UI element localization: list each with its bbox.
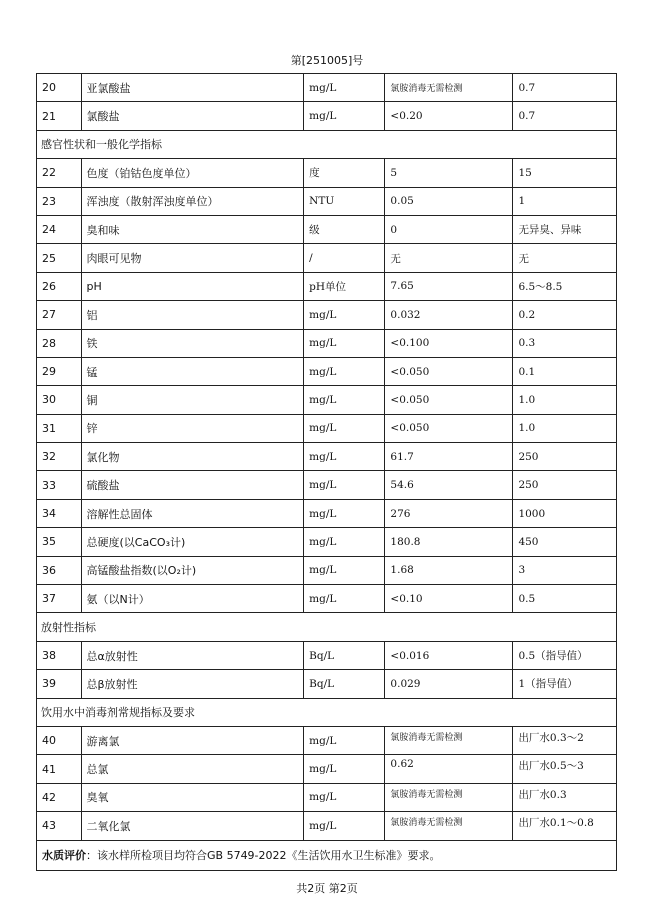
limit-cell: 250 (513, 471, 617, 499)
evaluation-text: ：该水样所检项目均符合GB 5749-2022《生活饮用水卫生标准》要求。 (86, 849, 441, 863)
item-name: 铝 (81, 301, 304, 329)
limit-cell: 无异臭、异味 (513, 215, 617, 243)
row-number: 39 (37, 670, 82, 698)
table-row (37, 528, 617, 556)
result-cell: <0.20 (385, 102, 513, 130)
item-name: 溶解性总固体 (81, 499, 304, 527)
item-name: 铁 (81, 329, 304, 357)
item-name: 亚氯酸盐 (81, 74, 304, 102)
row-number: 24 (37, 215, 82, 243)
item-name: 锰 (81, 357, 304, 385)
item-name: 总α放射性 (81, 641, 304, 669)
table-row (37, 159, 617, 187)
unit-cell: mg/L (304, 386, 385, 414)
item-name: 色度（铂钴色度单位） (81, 159, 304, 187)
unit-cell: NTU (304, 187, 385, 215)
result-cell: 无 (385, 244, 513, 272)
table-row (37, 755, 617, 783)
row-number: 32 (37, 443, 82, 471)
row-number: 23 (37, 187, 82, 215)
result-cell: 7.65 (385, 272, 513, 300)
row-number: 33 (37, 471, 82, 499)
limit-cell: 1 (513, 187, 617, 215)
table-row (37, 301, 617, 329)
table-row (37, 272, 617, 300)
unit-cell: Bq/L (304, 641, 385, 669)
table-section-radio (37, 613, 617, 641)
table-row (37, 556, 617, 584)
evaluation-label: 水质评价 (42, 849, 86, 863)
table-row (37, 471, 617, 499)
unit-cell: mg/L (304, 585, 385, 613)
table-row (37, 102, 617, 130)
unit-cell: mg/L (304, 443, 385, 471)
table-row (37, 414, 617, 442)
row-number: 37 (37, 585, 82, 613)
row-number: 36 (37, 556, 82, 584)
section-title-radio: 放射性指标 (37, 613, 617, 641)
result-cell: 氯胺消毒无需检测 (385, 726, 513, 754)
limit-cell: 1（指导值） (513, 670, 617, 698)
item-name: 臭氧 (81, 783, 304, 811)
unit-cell: mg/L (304, 726, 385, 754)
row-number: 20 (37, 74, 82, 102)
row-number: 35 (37, 528, 82, 556)
table-row (37, 585, 617, 613)
results-table (36, 73, 617, 871)
unit-cell: 级 (304, 215, 385, 243)
limit-cell: 0.5（指导值） (513, 641, 617, 669)
limit-cell: 0.5 (513, 585, 617, 613)
limit-cell: 出厂水0.3 (513, 783, 617, 811)
row-number: 30 (37, 386, 82, 414)
unit-cell: mg/L (304, 812, 385, 840)
result-cell: 0.032 (385, 301, 513, 329)
result-cell: 氯胺消毒无需检测 (385, 74, 513, 102)
item-name: 总氯 (81, 755, 304, 783)
row-number: 43 (37, 812, 82, 840)
row-number: 40 (37, 726, 82, 754)
table-row (37, 641, 617, 669)
unit-cell: mg/L (304, 471, 385, 499)
item-name: pH (81, 272, 304, 300)
table-group-c (37, 641, 617, 698)
unit-cell: mg/L (304, 74, 385, 102)
row-number: 27 (37, 301, 82, 329)
limit-cell: 250 (513, 443, 617, 471)
result-cell: 氯胺消毒无需检测 (385, 812, 513, 840)
section-title-sensory: 感官性状和一般化学指标 (37, 130, 617, 158)
item-name: 氯酸盐 (81, 102, 304, 130)
limit-cell: 15 (513, 159, 617, 187)
item-name: 氯化物 (81, 443, 304, 471)
result-cell: <0.050 (385, 386, 513, 414)
unit-cell: mg/L (304, 528, 385, 556)
row-number: 26 (37, 272, 82, 300)
result-cell: 0.62 (385, 755, 513, 783)
result-cell: 276 (385, 499, 513, 527)
result-cell: <0.100 (385, 329, 513, 357)
item-name: 总硬度(以CaCO₃计) (81, 528, 304, 556)
item-name: 总β放射性 (81, 670, 304, 698)
table-row (37, 386, 617, 414)
limit-cell: 无 (513, 244, 617, 272)
result-cell: 54.6 (385, 471, 513, 499)
table-row (37, 783, 617, 811)
item-name: 高锰酸盐指数(以O₂计) (81, 556, 304, 584)
item-name: 肉眼可见物 (81, 244, 304, 272)
unit-cell: mg/L (304, 357, 385, 385)
row-number: 21 (37, 102, 82, 130)
table-row (37, 812, 617, 840)
result-cell: <0.016 (385, 641, 513, 669)
result-cell: <0.10 (385, 585, 513, 613)
table-row (37, 244, 617, 272)
table-row (37, 443, 617, 471)
result-cell: 0.05 (385, 187, 513, 215)
unit-cell: mg/L (304, 783, 385, 811)
item-name: 硫酸盐 (81, 471, 304, 499)
unit-cell: mg/L (304, 414, 385, 442)
table-group-a (37, 74, 617, 131)
item-name: 浑浊度（散射浑浊度单位） (81, 187, 304, 215)
item-name: 氨（以N计） (81, 585, 304, 613)
item-name: 铜 (81, 386, 304, 414)
row-number: 42 (37, 783, 82, 811)
limit-cell: 1.0 (513, 386, 617, 414)
table-row (37, 357, 617, 385)
table-footer (37, 840, 617, 870)
limit-cell: 1000 (513, 499, 617, 527)
unit-cell: mg/L (304, 301, 385, 329)
unit-cell: Bq/L (304, 670, 385, 698)
table-row (37, 187, 617, 215)
item-name: 二氧化氯 (81, 812, 304, 840)
limit-cell: 1.0 (513, 414, 617, 442)
table-row (37, 329, 617, 357)
unit-cell: mg/L (304, 499, 385, 527)
unit-cell: mg/L (304, 755, 385, 783)
section-title-disinfect: 饮用水中消毒剂常规指标及要求 (37, 698, 617, 726)
result-cell: <0.050 (385, 414, 513, 442)
result-cell: 61.7 (385, 443, 513, 471)
unit-cell: pH单位 (304, 272, 385, 300)
page-count: 共2页 第2页 (296, 882, 358, 895)
table-group-d (37, 726, 617, 840)
unit-cell: 度 (304, 159, 385, 187)
item-name: 锌 (81, 414, 304, 442)
row-number: 31 (37, 414, 82, 442)
table-section-disinfect (37, 698, 617, 726)
limit-cell: 3 (513, 556, 617, 584)
table-row (37, 670, 617, 698)
evaluation-cell (37, 840, 617, 870)
limit-cell: 出厂水0.5～3 (513, 755, 617, 783)
unit-cell: mg/L (304, 556, 385, 584)
result-cell: 180.8 (385, 528, 513, 556)
row-number: 29 (37, 357, 82, 385)
result-cell: 5 (385, 159, 513, 187)
table-section-sensory (37, 130, 617, 158)
unit-cell: / (304, 244, 385, 272)
report-number: 第[251005]号 (290, 54, 364, 67)
limit-cell: 0.3 (513, 329, 617, 357)
row-number: 28 (37, 329, 82, 357)
limit-cell: 出厂水0.1～0.8 (513, 812, 617, 840)
limit-cell: 0.1 (513, 357, 617, 385)
table-row (37, 74, 617, 102)
limit-cell: 出厂水0.3～2 (513, 726, 617, 754)
result-cell: 1.68 (385, 556, 513, 584)
row-number: 25 (37, 244, 82, 272)
result-cell: 0 (385, 215, 513, 243)
row-number: 22 (37, 159, 82, 187)
limit-cell: 6.5～8.5 (513, 272, 617, 300)
limit-cell: 0.7 (513, 102, 617, 130)
item-name: 游离氯 (81, 726, 304, 754)
limit-cell: 450 (513, 528, 617, 556)
row-number: 38 (37, 641, 82, 669)
table-row (37, 726, 617, 754)
result-cell: 0.029 (385, 670, 513, 698)
table-row (37, 499, 617, 527)
unit-cell: mg/L (304, 102, 385, 130)
row-number: 34 (37, 499, 82, 527)
limit-cell: 0.2 (513, 301, 617, 329)
item-name: 臭和味 (81, 215, 304, 243)
result-cell: <0.050 (385, 357, 513, 385)
result-cell: 氯胺消毒无需检测 (385, 783, 513, 811)
unit-cell: mg/L (304, 329, 385, 357)
table-group-b (37, 159, 617, 613)
row-number: 41 (37, 755, 82, 783)
table-row (37, 215, 617, 243)
limit-cell: 0.7 (513, 74, 617, 102)
